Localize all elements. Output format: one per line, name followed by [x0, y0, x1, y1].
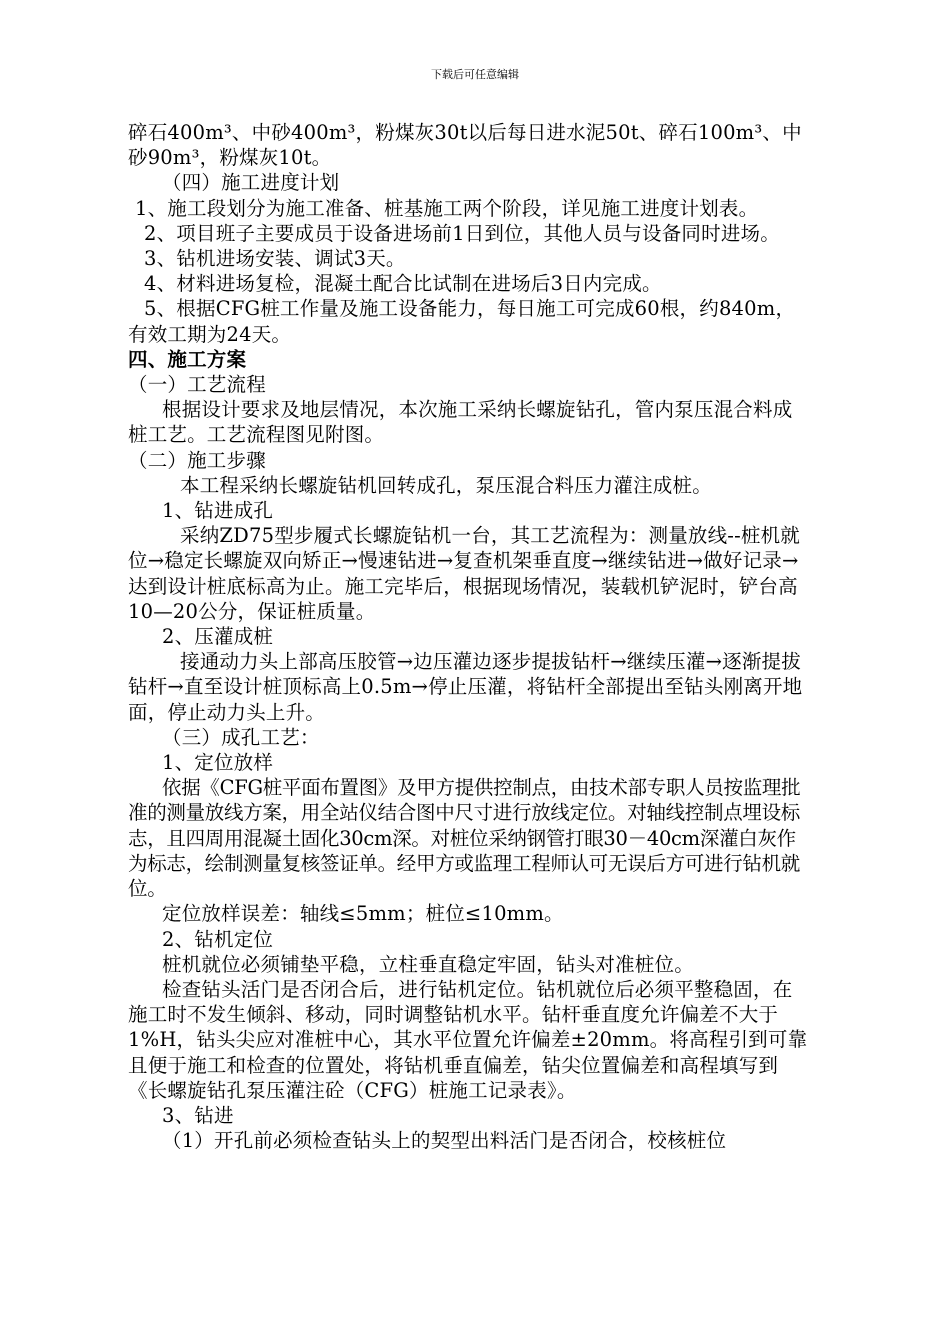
list-item: 5、根据CFG桩工作量及施工设备能力，每日施工可完成60根，约840m，有效工期为24天。 [128, 297, 796, 346]
paragraph: （1）开孔前必须检查钻头上的契型出料活门是否闭合，校核桩位 [162, 1129, 727, 1153]
subsection-heading: 1、钻进成孔 [162, 499, 274, 523]
chapter-heading: 四、施工方案 [128, 347, 247, 371]
paragraph: 接通动力头上部高压胶管→边压灌边逐步提拔钻杆→继续压灌→逐渐提拔钻杆→直至设计桩顶标高上0.5m→停止压灌，将钻杆全部提出至钻头刚离开地面，停止动力头上升。 [128, 650, 803, 724]
paragraph: 碎石400m³、中砂400m³，粉煤灰30t以后每日进水泥50t、碎石100m³、中砂90m³，粉煤灰10t。 [128, 121, 802, 170]
paragraph: 采纳ZD75型步履式长螺旋钻机一台，其工艺流程为：测量放线--桩机就位→稳定长螺旋双向矫正→慢速钻进→复查机架垂直度→继续钻进→做好记录→达到设计桩底标高为止。施工完毕后，根据现场情况，装载机铲泥时，铲台高10—20公分，保证桩质量。 [128, 524, 800, 623]
subsection-heading: 3、钻进 [162, 1103, 234, 1127]
section-heading: （四）施工进度计划 [162, 171, 340, 195]
section-heading: （二）施工步骤 [128, 448, 266, 472]
paragraph: 本工程采纳长螺旋钻机回转成孔，泵压混合料压力灌注成桩。 [180, 473, 712, 497]
paragraph: 桩机就位必须铺垫平稳，立柱垂直稳定牢固，钻头对准桩位。 [162, 952, 694, 976]
section-heading: （一）工艺流程 [128, 373, 266, 397]
subsection-heading: 2、压灌成桩 [162, 625, 274, 649]
paragraph: 依据《CFG桩平面布置图》及甲方提供控制点，由技术部专职人员按监理批准的测量放线方案，用全站仪结合图中尺寸进行放线定位。对轴线控制点埋设标志，且四周用混凝土固化30cm深。对桩位采纳钢管打眼30－40cm深灌白灰作为标志，绘制测量复核签证单。经甲方或监理工程师认可无误后方可进行钻机就位。 [128, 776, 801, 901]
subsection-heading: 2、钻机定位 [162, 927, 274, 951]
document-body [128, 120, 808, 1153]
page-header: 下载后可任意编辑 [431, 68, 519, 81]
list-item: 4、材料进场复检，混凝土配合比试制在进场后3日内完成。 [144, 272, 662, 296]
list-item: 3、钻机进场安装、调试3天。 [144, 247, 406, 271]
paragraph: 根据设计要求及地层情况，本次施工采纳长螺旋钻孔，管内泵压混合料成桩工艺。工艺流程图见附图。 [128, 398, 793, 447]
paragraph: 定位放样误差：轴线≤5mm；桩位≤10mm。 [162, 902, 564, 926]
subsection-heading: 1、定位放样 [162, 751, 274, 775]
paragraph: 检查钻头活门是否闭合后，进行钻机定位。钻机就位后必须平整稳固，在施工时不发生倾斜、移动，同时调整钻机水平。钻杆垂直度允许偏差不大于1%H，钻头尖应对准桩中心，其水平位置允许偏差±20mm。将高程引到可靠且便于施工和检查的位置处，将钻机垂直偏差，钻尖位置偏差和高程填写到《长螺旋钻孔泵压灌注砼（CFG）桩施工记录表》。 [128, 977, 808, 1102]
section-heading: （三）成孔工艺： [162, 725, 320, 749]
list-item: 2、项目班子主要成员于设备进场前1日到位，其他人员与设备同时进场。 [144, 221, 780, 245]
list-item: 1、施工段划分为施工准备、桩基施工两个阶段，详见施工进度计划表。 [135, 196, 759, 220]
